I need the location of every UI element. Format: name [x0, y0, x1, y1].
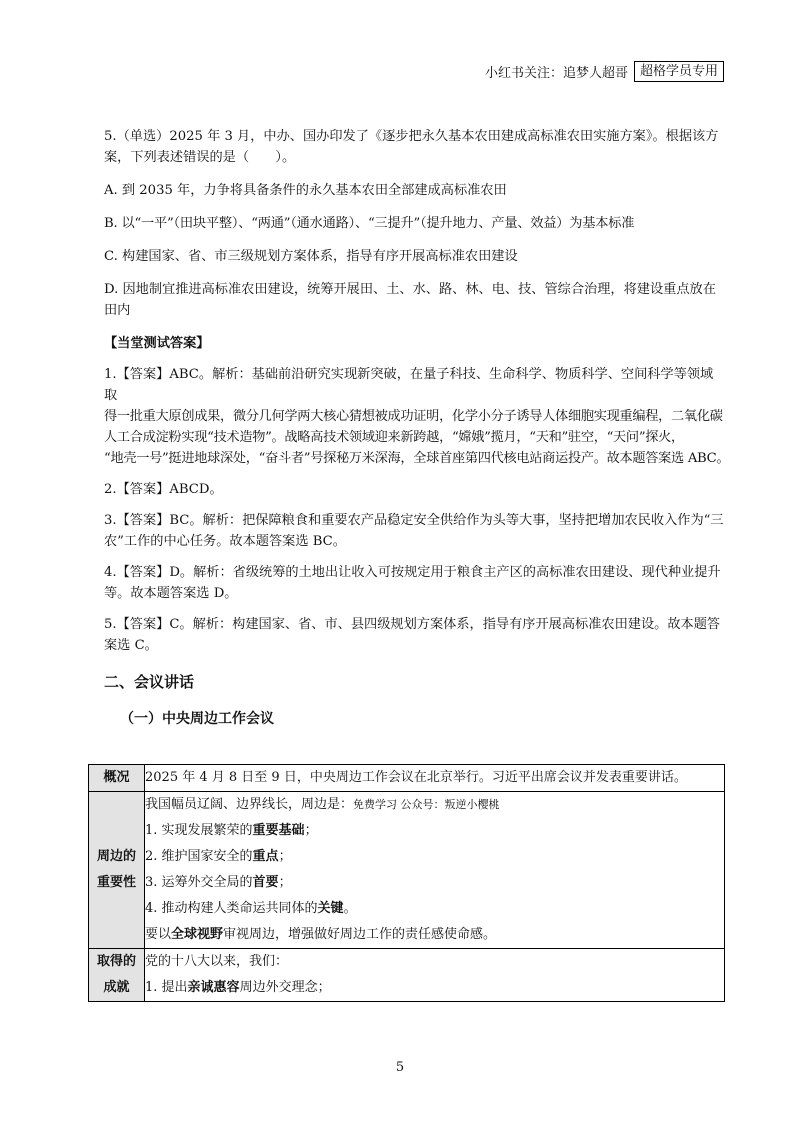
item-text: 1. 实现发展繁荣的: [145, 823, 253, 838]
importance-conclusion: [145, 922, 724, 948]
item-text: 2. 维护国家安全的: [145, 849, 253, 864]
answer-3-line: 3.【答案】BC。解析：把保障粮食和重要农产品稳定安全供给作为头等大事，坚持把增加农民收入作为“三: [104, 513, 724, 528]
row-label-importance: [89, 792, 145, 949]
option-d-cont: 田内: [104, 303, 131, 318]
label-text: 取得的: [96, 954, 136, 969]
overview-text: 2025 年 4 月 8 日至 9 日，中央周边工作会议在北京举行。习近平出席会议并发表重要讲话。: [145, 770, 687, 785]
header-badge: 超格学员专用: [634, 61, 724, 82]
answer-3: [104, 510, 725, 552]
list-item: [145, 896, 724, 922]
answer-4-line: 4.【答案】D。解析：省级统筹的土地出让收入可按规定用于粮食主产区的高标准农田建设、现代种业提升: [104, 565, 721, 580]
answer-4: [104, 562, 725, 604]
table-row: [89, 949, 725, 1002]
question-block: [104, 126, 725, 321]
header-follow-text: 小红书关注：追梦人超哥: [484, 66, 628, 81]
answer-1: [104, 364, 730, 469]
answer-1-line: 得一批重大原创成果，微分几何学两大核心猜想被成功证明，化学小分子诱导人体细胞实现重编程，二氧化碳: [104, 409, 723, 424]
row-label-overview: [89, 765, 145, 792]
row-content: [145, 765, 725, 792]
label-text: 成就: [103, 980, 130, 995]
item-emphasis: 首要: [252, 875, 279, 890]
answer-4-line: 等。故本题答案选 D。: [104, 586, 238, 601]
answer-5-line: 5.【答案】C。解析：构建国家、省、市、县四级规划方案体系，指导有序开展高标准农田建设。故本题答: [104, 617, 721, 632]
option-a: A. 到 2035 年，力争将具备条件的永久基本农田全部建成高标准农田: [104, 183, 507, 198]
list-item: [145, 844, 724, 870]
list-item: [145, 870, 724, 896]
item-text: 审视周边，增强做好周边工作的责任感使命感。: [223, 927, 497, 942]
item-punct: ；: [304, 823, 318, 838]
answer-3-line: 农”工作的中心任务。故本题答案选 BC。: [104, 534, 346, 549]
section-title: 二、会议讲话: [104, 673, 195, 691]
watermark-note: 免费学习 公众号：叛逆小樱桃: [353, 798, 500, 811]
intro-text: 我国幅员辽阔、边界线长，周边是：: [145, 797, 354, 812]
question-stem-cont: 案，下列表述错误的是（ ）。: [104, 150, 296, 165]
item-text: 4. 推动构建人类命运共同体的: [145, 901, 318, 916]
list-item: [145, 818, 724, 844]
item-emphasis: 重点: [252, 849, 279, 864]
row-label-achievements: [89, 949, 145, 1002]
row-content: [145, 949, 725, 1002]
item-punct: ；: [278, 875, 292, 890]
item-text: 3. 运筹外交全局的: [145, 875, 253, 890]
label-text: 周边的: [96, 849, 136, 864]
item-emphasis: 全球视野: [171, 927, 224, 942]
question-stem: 5.（单选）2025 年 3 月，中办、国办印发了《逐步把永久基本农田建成高标准农田实施方案》。根据该方: [104, 129, 719, 144]
table-row: [89, 792, 725, 949]
label-text: 重要性: [96, 875, 136, 890]
option-d: D. 因地制宜推进高标准农田建设，统筹开展田、土、水、路、林、电、技、管综合治理，将建设重点放在: [104, 282, 716, 297]
item-text: 1. 提出: [145, 980, 188, 995]
answer-5: [104, 614, 725, 656]
page-content: [104, 126, 730, 738]
item-emphasis: 亲诚惠容: [187, 980, 240, 995]
achievements-intro: 党的十八大以来，我们：: [145, 954, 289, 969]
section-subtitle: （一）中央周边工作会议: [120, 711, 274, 727]
importance-intro: [145, 792, 724, 818]
item-emphasis: 重要基础: [252, 823, 305, 838]
answer-1-line: 1.【答案】ABC。解析：基础前沿研究实现新突破，在量子科技、生命科学、物质科学、空间科学等领域取: [104, 367, 714, 403]
option-b: B. 以“一平”（田块平整）、“两通”（通水通路）、“三提升”（提升地力、产量、效益）为基本标准: [104, 216, 635, 231]
page-number: 5: [395, 1060, 405, 1075]
option-c: C. 构建国家、省、市三级规划方案体系，指导有序开展高标准农田建设: [104, 249, 518, 264]
item-text: 周边外交理念；: [239, 980, 331, 995]
row-content: [145, 792, 725, 949]
item-punct: 。: [343, 901, 357, 916]
page-header: [485, 61, 724, 82]
item-text: 要以: [145, 927, 172, 942]
answer-5-line: 案选 C。: [104, 638, 158, 653]
info-table: [88, 764, 725, 1002]
item-punct: ；: [278, 849, 292, 864]
answer-1-line: 人工合成淀粉实现“技术造物”。战略高技术领域迎来新跨越，“嫦娥”揽月，“天和”驻空，“天问”探火，: [104, 430, 684, 445]
answer-2: 2.【答案】ABCD。: [104, 482, 223, 497]
item-emphasis: 关键: [317, 901, 344, 916]
list-item: [145, 975, 724, 1001]
label-text: 概况: [103, 770, 130, 785]
table-row: [89, 765, 725, 792]
answers-title: 【当堂测试答案】: [104, 336, 210, 351]
answer-1-line: “地壳一号”挺进地球深处，“奋斗者”号探秘万米深海，全球首座第四代核电站商运投产。故本题答案选 ABC。: [104, 451, 730, 466]
